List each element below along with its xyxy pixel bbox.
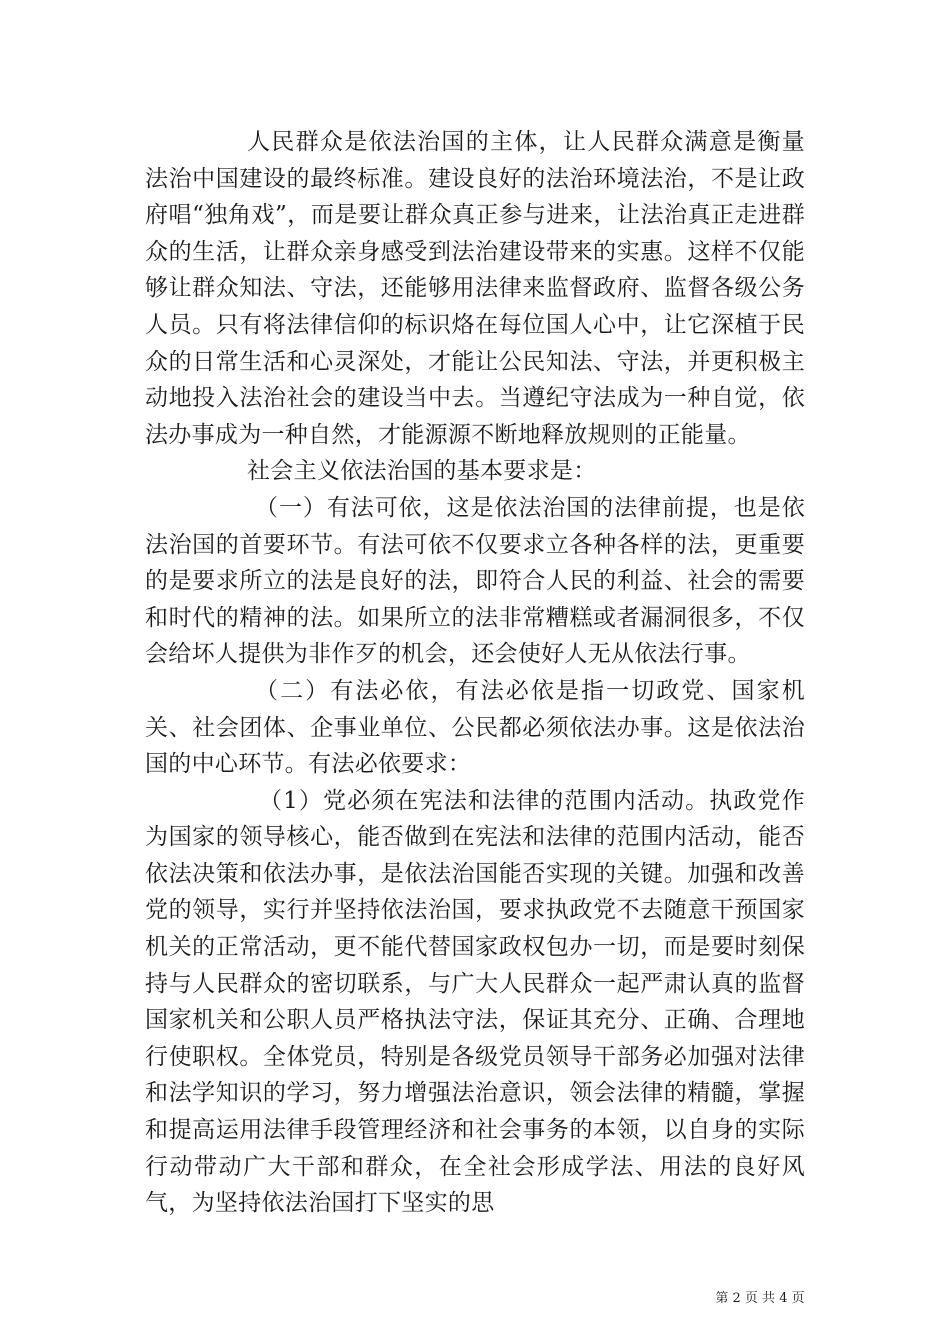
document-body xyxy=(145,124,805,1222)
paragraph-people-as-subject: 人民群众是依法治国的主体，让人民群众满意是衡量法治中国建设的最终标准。建设良好的法治环境法治，不是让政府唱“独角戏”，而是要让群众真正参与进来，让法治真正走进群众的生活，让群众亲身感受到法治建设带来的实惠。这样不仅能够让群众知法、守法，还能够用法律来监督政府、监督各级公务人员。只有将法律信仰的标识烙在每位国人心中，让它深植于民众的日常生活和心灵深处，才能让公民知法、守法，并更积极主动地投入法治社会的建设当中去。当遵纪守法成为一种自觉，依法办事成为一种自然，才能源源不断地释放规则的正能量。 xyxy=(145,129,805,448)
paragraph-laws-must-be-followed: （二）有法必依，有法必依是指一切政党、国家机关、社会团体、企事业单位、公民都必须依法办事。这是依法治国的中心环节。有法必依要求： xyxy=(145,677,805,778)
paragraph-party-within-law: （1）党必须在宪法和法律的范围内活动。执政党作为国家的领导核心，能否做到在宪法和法律的范围内活动，能否依法决策和依法办事，是依法治国能否实现的关键。加强和改善党的领导，实行并坚持依法治国，要求执政党不去随意干预国家机关的正常活动，更不能代替国家政权包办一切，而是要时刻保持与人民群众的密切联系，与广大人民群众一起严肃认真的监督国家机关和公职人员严格执法守法，保证其充分、正确、合理地行使职权。全体党员，特别是各级党员领导干部务必加强对法律和法学知识的学习，努力增强法治意识，领会法律的精髓，掌握和提高运用法律手段管理经济和社会事务的本领，以自身的实际行动带动广大干部和群众，在全社会形成学法、用法的良好风气，为坚持依法治国打下坚实的思 xyxy=(145,787,805,1217)
page-number-footer: 第 2 页 共 4 页 xyxy=(715,1291,805,1306)
paragraph-basic-requirements-heading: 社会主义依法治国的基本要求是： xyxy=(247,458,597,485)
paragraph-laws-to-follow: （一）有法可依，这是依法治国的法律前提，也是依法治国的首要环节。有法可依不仅要求立各种各样的法，更重要的是要求所立的法是良好的法，即符合人民的利益、社会的需要和时代的精神的法。如果所立的法非常糟糕或者漏洞很多，不仅会给坏人提供为非作歹的机会，还会使好人无从依法行事。 xyxy=(145,494,805,668)
